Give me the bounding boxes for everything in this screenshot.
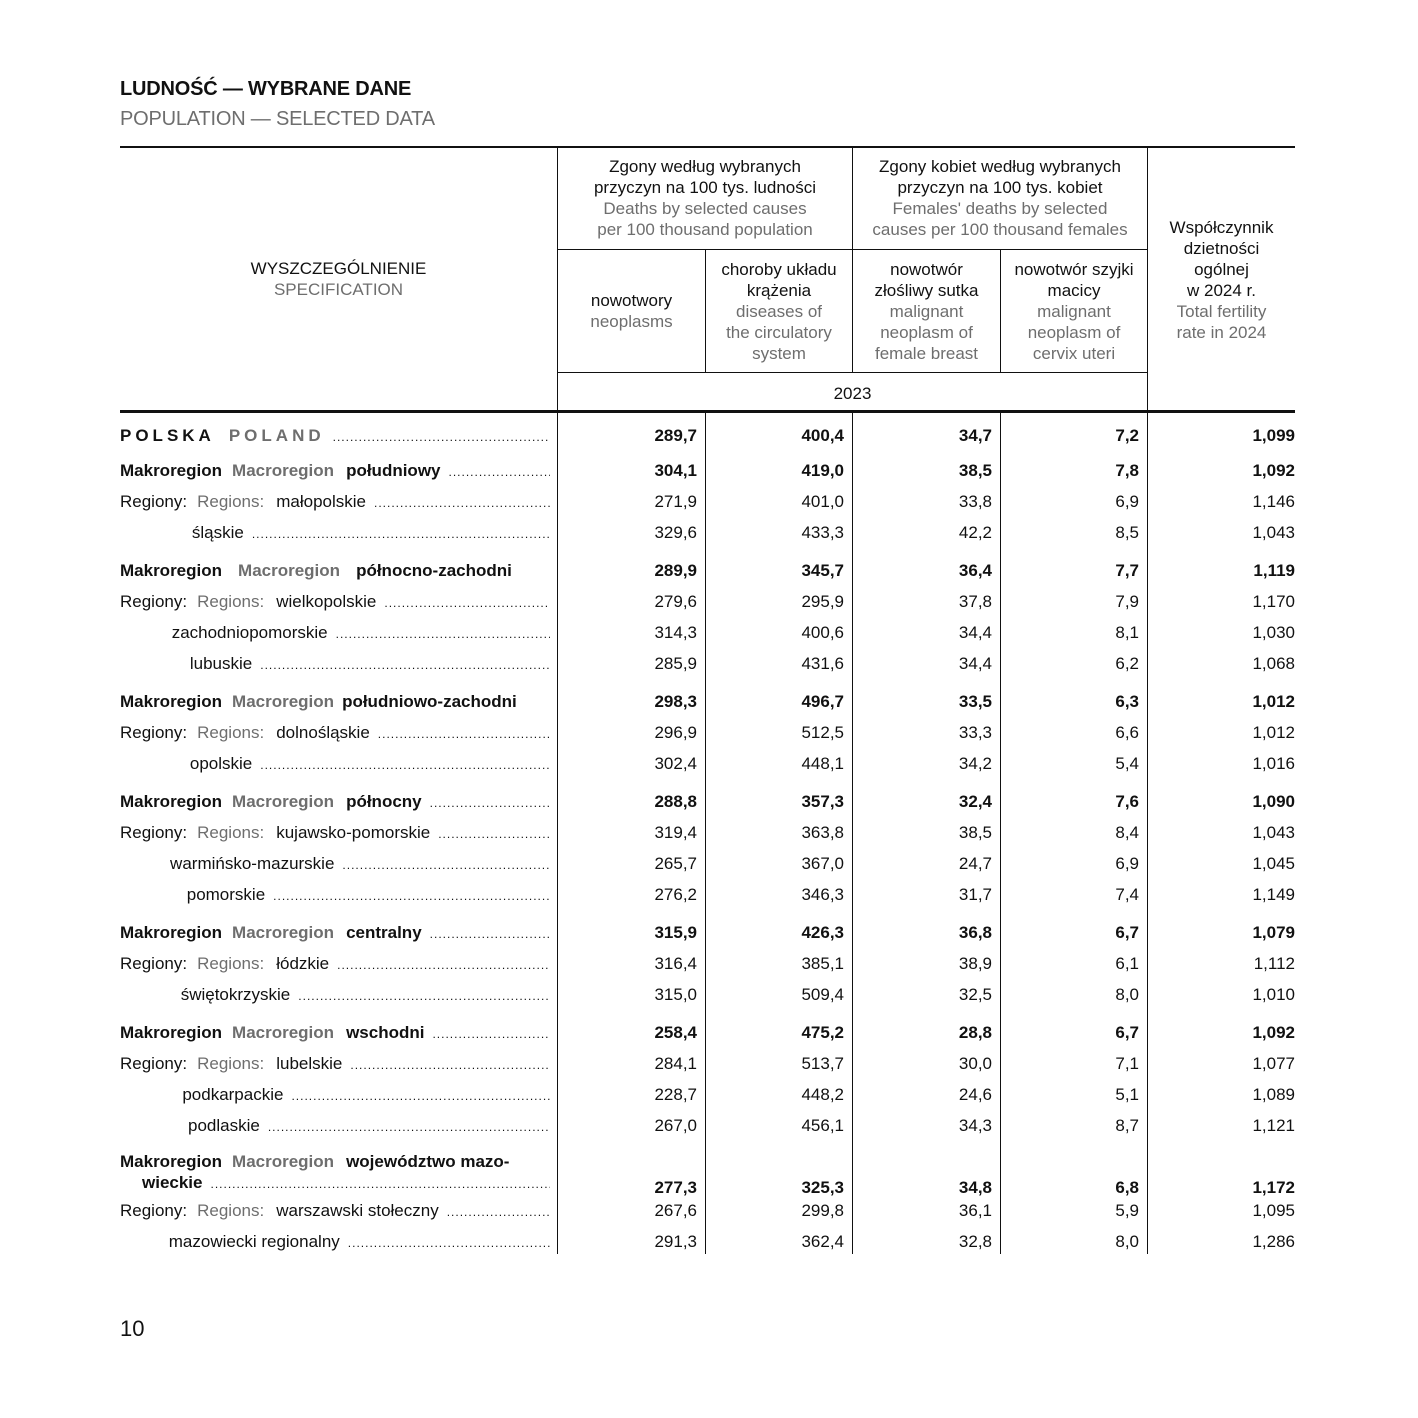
table-row: warmińsko-mazurskie ..... 265,7 367,0 24,7 6,9 1,045 — [120, 848, 1295, 879]
table-row: Makroregion Macroregion południowo-zachodni 298,3 496,7 33,5 6,3 1,012 — [120, 692, 1295, 711]
header-col-breast: nowotwór złośliwy sutka malignant neoplasm of female breast — [874, 260, 979, 363]
table-row: Makroregion Macroregion województwo mazo- wieckie ..... 277,3 325,3 34,8 6,8 1,172 — [120, 1151, 1295, 1203]
header-bottom-rule — [120, 410, 1295, 413]
table-row: śląskie ..... 329,6 433,3 42,2 8,5 1,043 — [120, 517, 1295, 548]
table-row: Makroregion Macroregion wschodni ..... 258,4 475,2 28,8 6,7 1,092 — [120, 1017, 1295, 1048]
header-col-fertility: Współczynnik dzietności ogólnej w 2024 r. Total fertility rate in 2024 — [1169, 218, 1274, 342]
table-row: mazowiecki regionalny ..... 291,3 362,4 32,8 8,0 1,286 — [120, 1226, 1295, 1257]
table-row: Regiony: Regions: warszawski stołeczny ..... 267,6 299,8 36,1 5,9 1,095 — [120, 1195, 1295, 1226]
table-row: zachodniopomorskie ..... 314,3 400,6 34,4 8,1 1,030 — [120, 617, 1295, 648]
year-rule — [558, 372, 1147, 373]
table-row: lubuskie ..... 285,9 431,6 34,4 6,2 1,068 — [120, 648, 1295, 679]
table-row: Makroregion Macroregion północno-zachodni 289,9 345,7 36,4 7,7 1,119 — [120, 561, 1295, 580]
table-row: Makroregion Macroregion północny ..... 288,8 357,3 32,4 7,6 1,090 — [120, 786, 1295, 817]
table-row: Regiony: Regions: małopolskie ..... 271,9 401,0 33,8 6,9 1,146 — [120, 486, 1295, 517]
table-row: opolskie ..... 302,4 448,1 34,2 5,4 1,016 — [120, 748, 1295, 779]
table-row: świętokrzyskie ..... 315,0 509,4 32,5 8,0 1,010 — [120, 979, 1295, 1010]
table-top-rule — [120, 146, 1295, 148]
table-row: Makroregion Macroregion południowy ..... 304,1 419,0 38,5 7,8 1,092 — [120, 455, 1295, 486]
header-group-deaths: Zgony według wybranych przyczyn na 100 tys. ludności Deaths by selected causes per 100 thousand population — [593, 157, 817, 239]
header-col-cervix: nowotwór szyjki macicy malignant neoplasm of cervix uteri — [1014, 260, 1134, 363]
header-year: 2023 — [833, 384, 872, 403]
page-number: 10 — [120, 1316, 145, 1341]
table-row: Regiony: Regions: wielkopolskie ..... 279,6 295,9 37,8 7,9 1,170 — [120, 586, 1295, 617]
table-row: Regiony: Regions: lubelskie ..... 284,1 513,7 30,0 7,1 1,077 — [120, 1048, 1295, 1079]
table-row: Makroregion Macroregion centralny ..... 315,9 426,3 36,8 6,7 1,079 — [120, 917, 1295, 948]
table-row: Regiony: Regions: łódzkie ..... 316,4 385,1 38,9 6,1 1,112 — [120, 948, 1295, 979]
header-col-neoplasms: nowotwory neoplasms — [590, 291, 673, 331]
header-col-circulatory: choroby układu krążenia diseases of the circulatory system — [721, 260, 837, 363]
page-title: LUDNOŚĆ — WYBRANE DANE — [120, 78, 412, 100]
header-group-female-deaths: Zgony kobiet według wybranych przyczyn na 100 tys. kobiet Females' deaths by selected causes per 100 thousand females — [872, 157, 1128, 239]
table-row: podkarpackie ..... 228,7 448,2 24,6 5,1 1,089 — [120, 1079, 1295, 1110]
table-row: podlaskie ..... 267,0 456,1 34,3 8,7 1,121 — [120, 1110, 1295, 1141]
page-subtitle: POPULATION — SELECTED DATA — [120, 108, 435, 130]
table-row: Regiony: Regions: kujawsko-pomorskie ..... 319,4 363,8 38,5 8,4 1,043 — [120, 817, 1295, 848]
table-row: Regiony: Regions: dolnośląskie ..... 296,9 512,5 33,3 6,6 1,012 — [120, 717, 1295, 748]
table-row: pomorskie ..... 276,2 346,3 31,7 7,4 1,149 — [120, 879, 1295, 910]
table-row: POLSKA POLAND ..... 289,7 400,4 34,7 7,2 1,099 — [120, 420, 1295, 451]
header-specification: WYSZCZEGÓLNIENIE SPECIFICATION — [250, 259, 427, 299]
